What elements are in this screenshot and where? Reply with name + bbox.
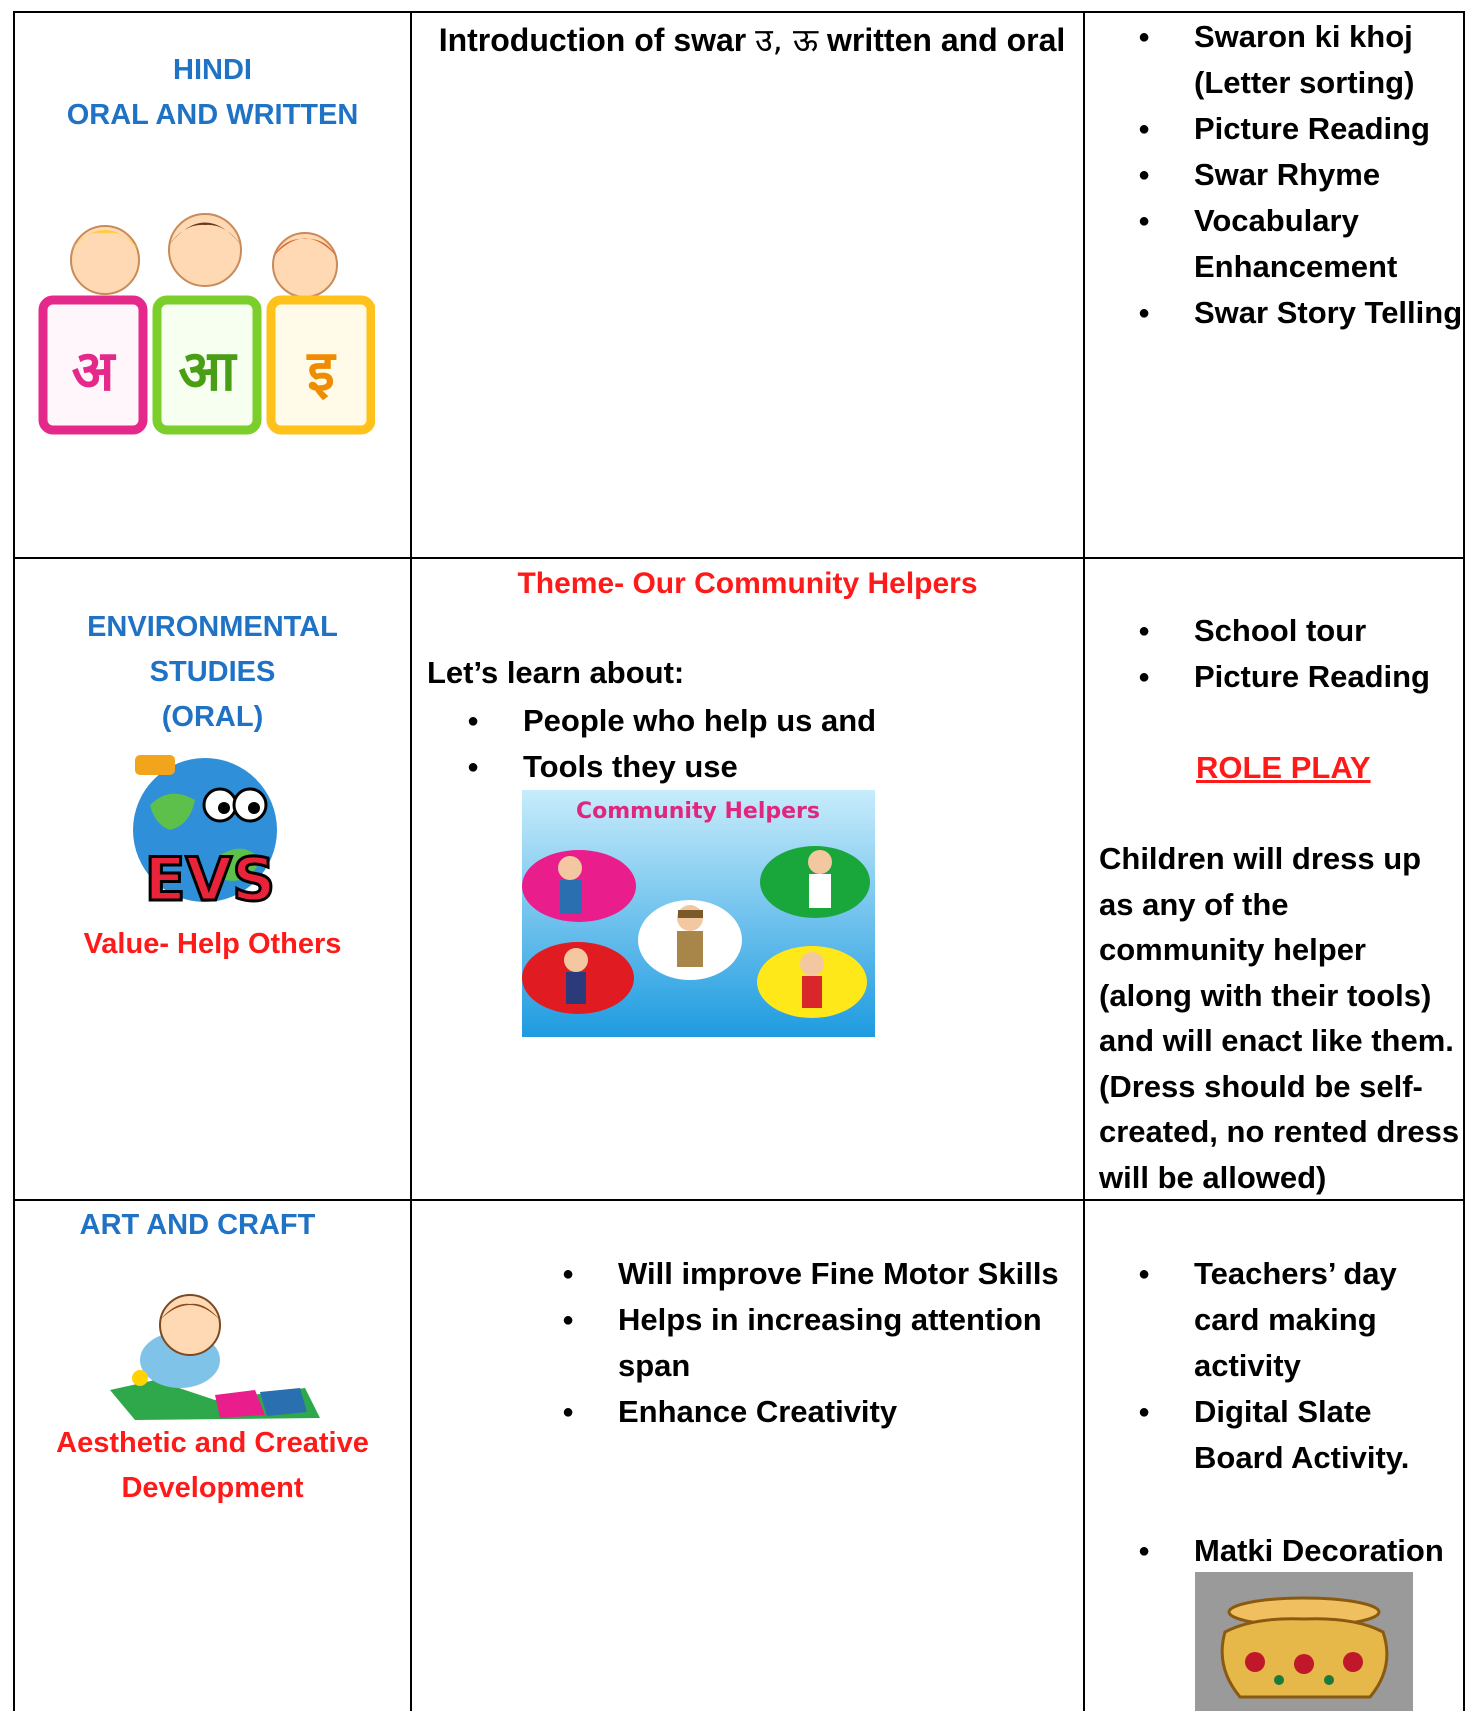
art-activities <box>1098 1251 1463 1481</box>
list-item: ● Matki Decoration <box>1098 1528 1473 1574</box>
column-divider-1 <box>410 11 412 1711</box>
art-craft-illustration <box>95 1290 330 1425</box>
matki-image <box>1195 1572 1413 1711</box>
role-play-heading: ROLE PLAY <box>1196 750 1371 785</box>
evs-globe-logo <box>110 745 310 915</box>
list-item: ● People who help us and <box>427 698 1077 744</box>
art-activities-extra <box>1098 1528 1473 1574</box>
evs-logo-text: EVS <box>144 845 276 915</box>
evs-lead: Let’s learn about: <box>427 655 685 690</box>
community-helpers-title: Community Helpers <box>576 799 820 824</box>
list-item: ● Swar Rhyme <box>1098 152 1463 198</box>
art-value-line1: Aesthetic and Creative <box>56 1427 369 1459</box>
table-border-top <box>13 11 1465 13</box>
list-item: ● Swaron ki khoj (Letter sorting) <box>1098 14 1463 106</box>
hindi-subject-line1: HINDI <box>173 54 252 86</box>
evs-value: Value- Help Others <box>83 928 342 960</box>
table-border-right <box>1463 11 1465 1711</box>
evs-activities <box>1098 608 1463 700</box>
list-item: ● Will improve Fine Motor Skills <box>522 1251 1077 1297</box>
row-divider-1 <box>13 557 1465 559</box>
list-item: ● Picture Reading <box>1098 106 1463 152</box>
list-item: ● Digital Slate Board Activity. <box>1098 1389 1463 1481</box>
hindi-letters-illustration <box>35 205 375 435</box>
evs-subject-line2: STUDIES <box>149 656 276 688</box>
art-content <box>522 1251 1077 1435</box>
list-item: ● Helps in increasing attention span <box>522 1297 1077 1389</box>
hindi-title-devanagari: उ, ऊ <box>755 21 819 59</box>
evs-subject-line3: (ORAL) <box>161 701 264 733</box>
list-item: ● Tools they use <box>427 744 1077 790</box>
hindi-activities <box>1098 14 1463 336</box>
column-divider-2 <box>1083 11 1085 1711</box>
list-item: ● Teachers’ day card making activity <box>1098 1251 1463 1389</box>
hindi-subject-line2: ORAL AND WRITTEN <box>66 99 359 131</box>
list-item: ● Enhance Creativity <box>522 1389 1077 1435</box>
hindi-letter-aa: आ <box>178 339 236 404</box>
evs-subject-line1: ENVIRONMENTAL <box>87 611 338 643</box>
role-play-text: Children will dress up as any of the community helper (along with their tools) and will enact like them.(Dress should be self-created, no rented dress will be allowed) <box>1099 841 1460 1195</box>
list-item: ● Picture Reading <box>1098 654 1463 700</box>
art-value <box>15 1421 410 1511</box>
hindi-title-part1: Introduction of swar <box>438 22 756 58</box>
evs-theme: Theme- Our Community Helpers <box>517 567 978 600</box>
art-subject-heading: ART AND CRAFT <box>79 1209 316 1241</box>
hindi-letter-i: इ <box>307 339 335 404</box>
evs-topics <box>427 698 1077 790</box>
evs-subject-heading <box>15 605 410 740</box>
community-helpers-image <box>522 790 875 1037</box>
hindi-letter-a: अ <box>71 339 115 404</box>
hindi-subject-heading <box>15 48 410 138</box>
list-item: ● School tour <box>1098 608 1463 654</box>
art-value-line2: Development <box>121 1472 304 1504</box>
hindi-title-part2: written and oral <box>818 22 1066 58</box>
list-item: ● Swar Story Telling <box>1098 290 1463 336</box>
list-item: ● Vocabulary Enhancement <box>1098 198 1463 290</box>
hindi-content <box>432 16 1072 64</box>
